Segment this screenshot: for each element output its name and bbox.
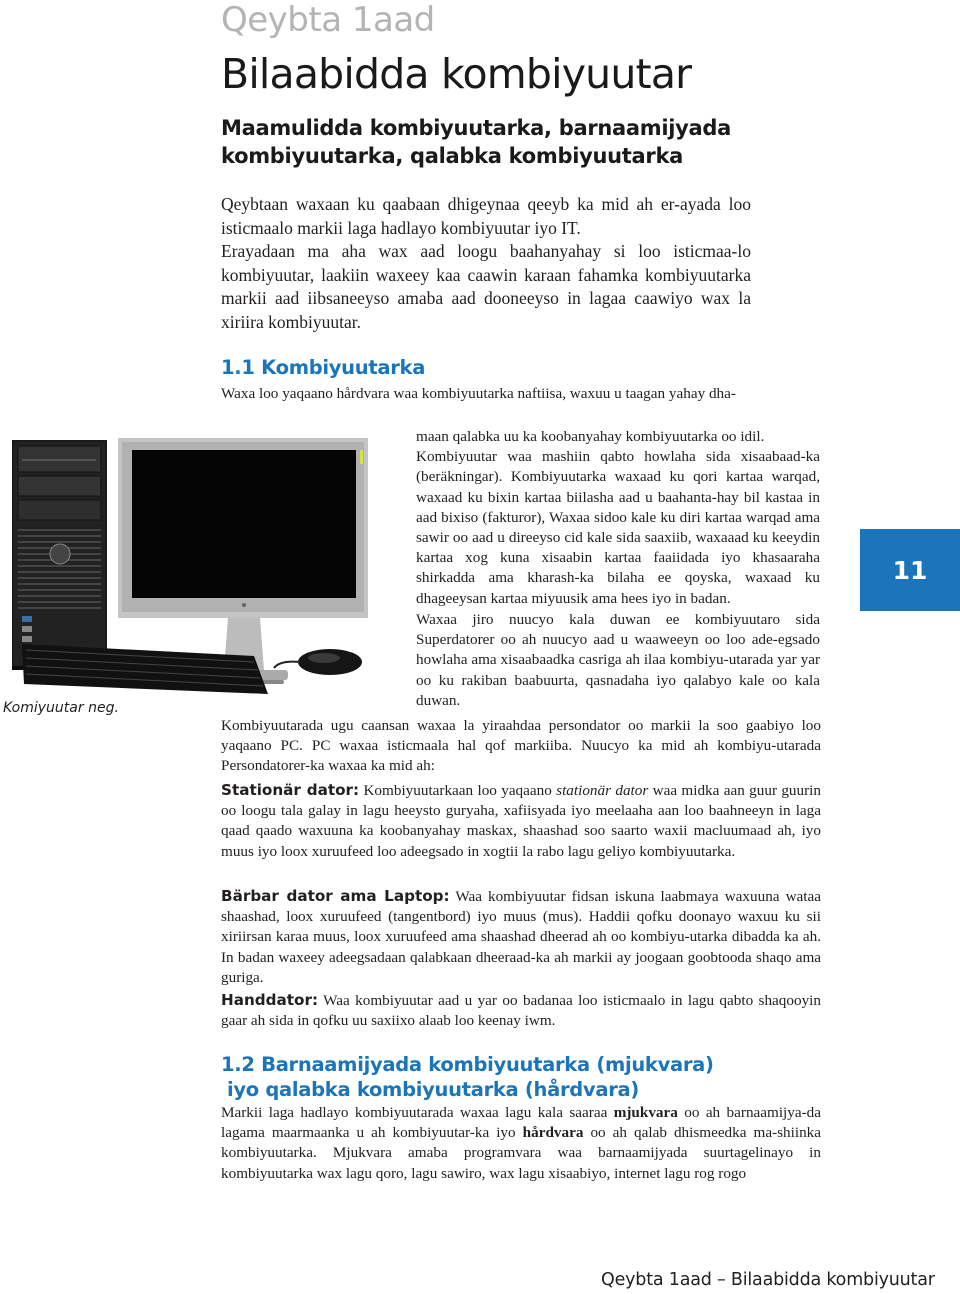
section-1-1-paragraph-3: Kombiyuutarada ugu caansan waxaa la yiraahdaa persondator oo markii la soo gaabiyo loo yaqaano PC. PC waxaa isticmaala hal qof markiiba. Nuucyo ka mid ah kombiyu-utarada Persondatorer-ka waxaa ka mid ah:: [221, 717, 821, 775]
laptop-paragraph: [221, 886, 821, 988]
section-1-2-text-1: Markii laga hadlayo kombiyuutarada waxaa lagu kala saaraa: [221, 1104, 614, 1121]
laptop-text: Waa kombiyuutar fidsan iskuna laabmaya waxuuna wataa shaashad, loox xuruufeed (tangentbord) iyo muus (mus). Haddii qofku doonayo waxuu ku sii xiriirsan karaa muus, loox xuruufeed ama shaashad dheerad ah oo kombiyu-utarka dibadda ka ah. In badan waxeey adeegsadaan qalabkaan dheeraad-ka ah markii ay joogaan goobtooda shaqo ama guriga.: [221, 888, 821, 986]
section-1-1-heading: 1.1 Kombiyuutarka: [221, 356, 426, 379]
handdator-text: Waa kombiyuutar aad u yar oo badanaa loo isticmaalo in lagu qabto shaqooyin gaar ah sida in qofku uu saxiixo alaab loo keenay iwm.: [221, 992, 821, 1030]
section-1-2-heading-line-2: iyo qalabka kombiyuutarka (hårdvara): [227, 1078, 639, 1101]
section-1-1-line-2: maan qalabka uu ka koobanyahay kombiyuutarka oo idil.: [416, 428, 765, 445]
section-1-2-heading-line-1: 1.2 Barnaamijyada kombiyuutarka (mjukvara): [221, 1053, 714, 1076]
figure-caption: Komiyuutar neg.: [3, 700, 119, 716]
section-1-1-paragraph-2: Waxaa jiro nuucyo kala duwan ee kombiyuutaro sida Superdatorer oo ah nuucyo aad u waaweeyn oo loo ade-egsado howlaha ama xisaabaadka casriga ah ilaa kombiyu-utarada yar yar oo ku rakiban baabuurta, qasnadaha iyo qalabyo kale oo kala duwan.: [416, 611, 820, 709]
section-1-1-body: Kombiyuutar waa mashiin qabto howlaha sida xisaabaad-ka (beräkningar). Kombiyuutarka waxaad ku qori kartaa warqad, waxaad ku bixin kartaa biilasha aad u baahanta-hay bil kastaa in aad bixiso (fakturor), Waxaa sidoo kale ku diri kartaa warqad ama sawir oo aad u direeyso cid kale sida saaxiib, waxaaad ku keeydin kartaa xog kuna xisaabin kartaa faaiidada iyo khasaaraha shirkadda ama kharash-ka bilaha ee qoyska, waxaad ku dhageeysan kartaa miyuusik ama hees iyo in badan.: [416, 448, 820, 607]
tower-icon: [12, 440, 107, 670]
section-1-2-paragraph: [221, 1103, 821, 1184]
page-number-tab: 11: [860, 529, 960, 611]
chapter-kicker: Qeybta 1aad: [221, 0, 435, 40]
monitor-icon: [118, 438, 368, 684]
chapter-title: Bilaabidda kombiyuutar: [221, 50, 692, 98]
section-1-2-heading: [221, 1052, 714, 1102]
hardvara-term: hårdvara: [522, 1124, 584, 1142]
stationar-text: waa midka aan guur guurin oo loogu tala galay in lagu heeysto guryaha, xafiisyada iyo meelaaha aan loo baahneeyn in laga qaad qaado waxuuna ka koobanyahay maskax, shaashad soo saarto waxii macluumaad ah, iyo muus iyo loox xuruufeed loo adeegsado in xogtii la rabo lagu geliyo kombiyuutarka.: [221, 782, 821, 860]
section-1-2-text-2: oo ah barnaamijya-da lagama maarmaanka u ah kombiyuutar-ka iyo: [221, 1104, 821, 1142]
chapter-subtitle: Maamulidda kombiyuutarka, barnaamijyada kombiyuutarka, qalabka kombiyuutarka: [221, 116, 732, 168]
stationar-paragraph: [221, 780, 821, 862]
section-1-1-paragraph-1: [416, 427, 820, 609]
section-1-1-line-1: Waxa loo yaqaano hårdvara waa kombiyuutarka naftiisa, waxuu u taagan yahay dha-: [221, 385, 736, 402]
page-footer: Qeybta 1aad – Bilaabidda kombiyuutar: [601, 1270, 935, 1290]
intro-text-2: Erayadaan ma aha wax aad loogu baahanyahay si loo isticmaa-lo kombiyuutar, laakiin waxeey kaa caawin karaan fahamka kombiyuutarka markii aad iibsaneeyso amaba aad dooneeyso in lagaa caawiyo wax la xiriira kombiyuutar.: [221, 241, 751, 332]
section-1-2-text-3: oo ah qalab dhismeedka ma-shiinka kombiyuutarka. Mjukvara amaba programvara waa barnaamijyada suurtagelinayo in kombiyuutarka wax lagu qoro, lagu sawiro, wax lagu xisaabiyo, internet lagu rog rogo: [221, 1124, 821, 1182]
intro-paragraph: [221, 193, 751, 334]
intro-text-1: Qeybtaan waxaan ku qaabaan dhigeynaa qeeyb ka mid ah er-ayada loo isticmaalo markii laga hadlayo kombiyuutar iyo IT.: [221, 194, 751, 238]
stationar-pre: Kombiyuutarkaan loo yaqaano: [359, 782, 557, 799]
handdator-paragraph: [221, 990, 821, 1031]
handdator-label: Handdator:: [221, 991, 319, 1009]
mjukvara-term: mjukvara: [613, 1104, 678, 1121]
computer-illustration: [0, 430, 372, 700]
stationar-label: Stationär dator:: [221, 781, 360, 799]
laptop-label: Bärbar dator ama Laptop:: [221, 887, 450, 905]
stationar-term: stationär dator: [556, 782, 649, 799]
